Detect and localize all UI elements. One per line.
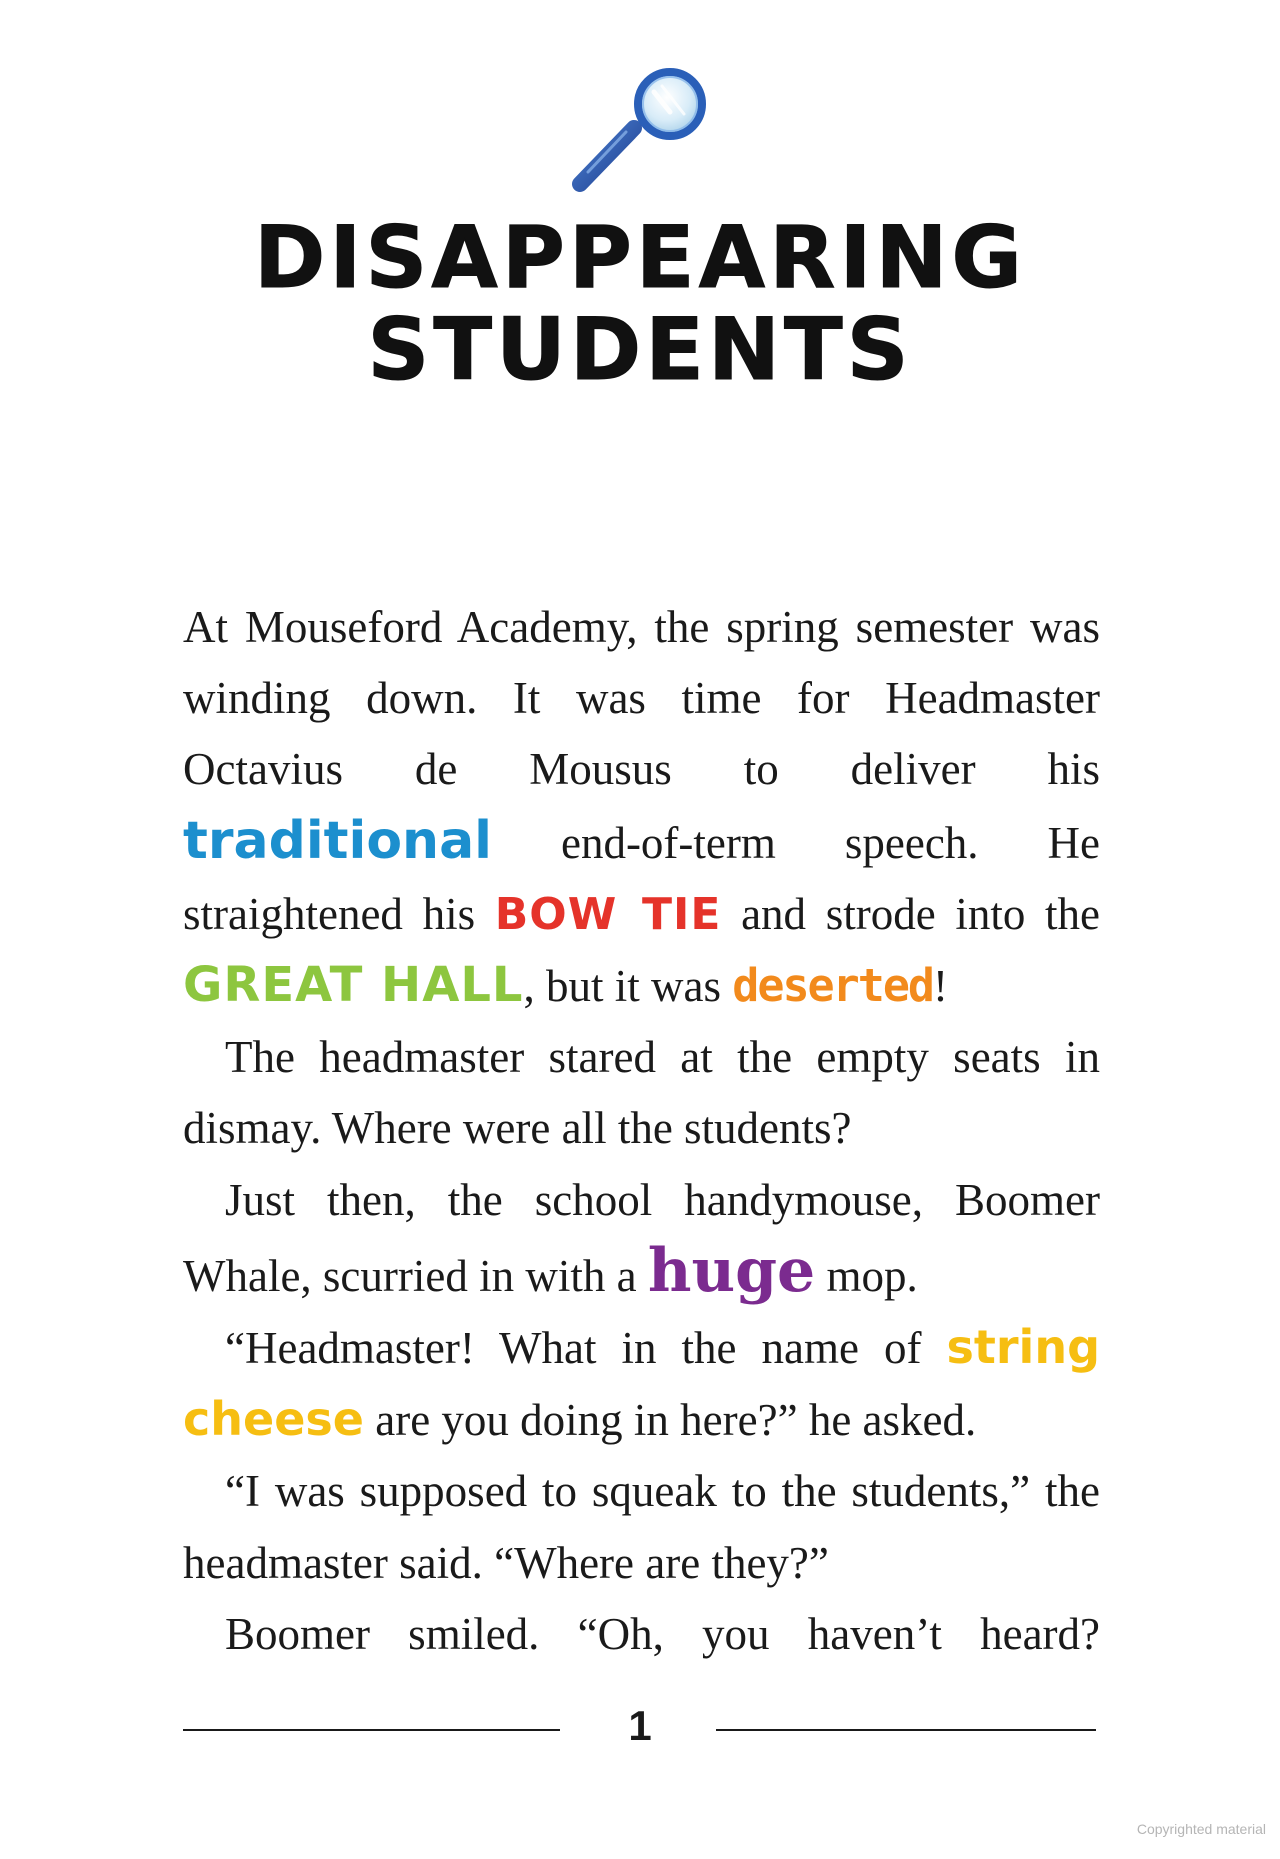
paragraph-4 bbox=[183, 1312, 1100, 1456]
highlight-string: string bbox=[946, 1320, 1100, 1375]
p1-text-e: ! bbox=[933, 961, 949, 1012]
footer-rule-right bbox=[716, 1729, 1096, 1731]
chapter-title-line1: DISAPPEARING bbox=[253, 208, 1027, 308]
paragraph-6: Boomer smiled. “Oh, you haven’t heard? bbox=[225, 1608, 1100, 1659]
paragraph-1 bbox=[183, 592, 1100, 1022]
highlight-deserted: deserted bbox=[732, 959, 934, 1013]
p4-text-a: “Headmaster! What in the name of bbox=[225, 1323, 947, 1374]
chapter-body bbox=[183, 592, 1100, 1670]
p1-text-a: At Mouseford Academy, the spring semester was winding down. It was time for Headmaster Octavius de Mousus to deliver his bbox=[183, 602, 1100, 795]
chapter-title-line2: STUDENTS bbox=[367, 300, 913, 400]
paragraph-5: “I was supposed to squeak to the students,” the headmaster said. “Where are they?” bbox=[183, 1466, 1100, 1588]
p1-text-d: , but it was bbox=[523, 961, 733, 1012]
p4-text-b: are you doing in here?” he asked. bbox=[364, 1395, 977, 1446]
highlight-great-hall: GREAT HALL bbox=[183, 957, 524, 1014]
highlight-huge: huge bbox=[647, 1235, 816, 1306]
page-number: 1 bbox=[628, 1702, 652, 1749]
footer-rule-left bbox=[183, 1729, 560, 1731]
highlight-bow-tie: BOW TIE bbox=[494, 888, 722, 940]
chapter-title bbox=[0, 208, 1280, 400]
highlight-cheese: cheese bbox=[183, 1392, 364, 1447]
paragraph-2: The headmaster stared at the empty seats in dismay. Where were all the students? bbox=[183, 1032, 1100, 1154]
paragraph-3 bbox=[183, 1165, 1100, 1312]
p3-text-a: Just then, the school handymouse, Boomer Whale, scurried in with a bbox=[183, 1174, 1100, 1301]
p1-text-b: end-of-term speech. He straightened his bbox=[183, 817, 1100, 939]
copyright-watermark: Copyrighted material bbox=[1136, 1821, 1266, 1837]
highlight-traditional: traditional bbox=[183, 810, 492, 871]
magnifying-glass-icon bbox=[562, 66, 722, 198]
p1-text-c: and strode into the bbox=[721, 888, 1100, 939]
p3-text-b: mop. bbox=[815, 1250, 918, 1301]
